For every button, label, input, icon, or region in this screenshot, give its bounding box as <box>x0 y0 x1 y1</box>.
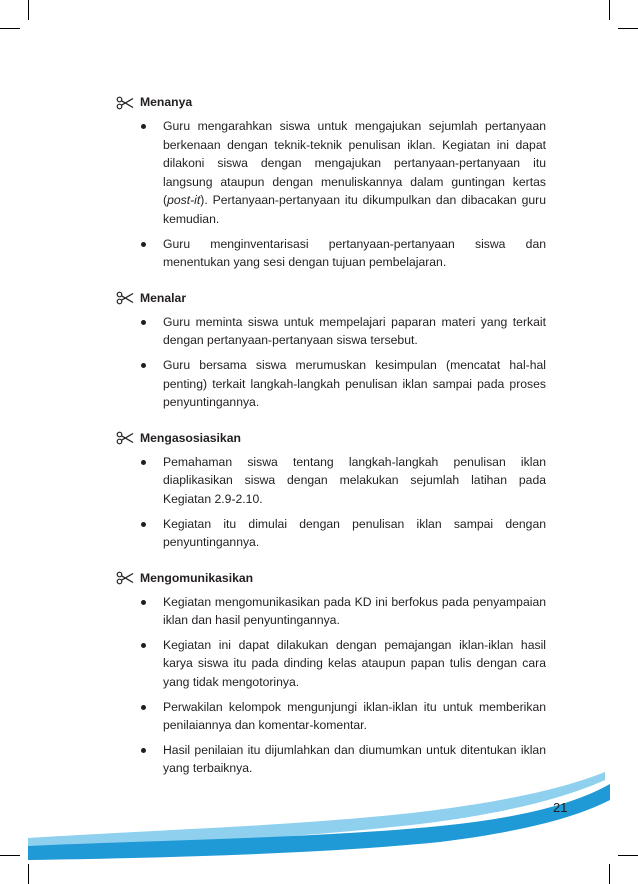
list-item-text: Guru meminta siswa untuk mempelajari paparan materi yang terkait dengan pertanyaan-pertanyaan siswa tersebut. <box>163 314 546 348</box>
bullet-icon <box>141 643 146 648</box>
list-item <box>116 117 546 229</box>
section-title: Mengasosiasikan <box>140 430 241 445</box>
list-item-text: Guru mengarahkan siswa untuk mengajukan sejumlah pertanyaan berkenaan dengan teknik-teknik penulisan iklan. Kegiatan ini dapat dilakoni siswa dengan mengajukan pertanyaan-pertanyaan itu langsung ataupun dengan menuliskannya dalam guntingan kertas (post-it). Pertanyaan-pertanyaan itu dikumpulkan dan dibacakan guru kemudian. <box>163 119 546 226</box>
list-item <box>116 515 546 552</box>
section-mengasosiasikan <box>116 429 546 552</box>
crop-mark <box>0 28 20 29</box>
crop-mark <box>609 864 610 884</box>
bullet-icon <box>141 460 146 465</box>
list-item-text: Perwakilan kelompok mengunjungi iklan-iklan itu untuk memberikan penilaiannya dan komentar-komentar. <box>163 699 546 733</box>
scissors-icon <box>116 96 134 110</box>
page-content <box>116 93 546 795</box>
section-heading <box>116 569 546 588</box>
bullet-icon <box>141 705 146 710</box>
section-heading <box>116 429 546 448</box>
bullet-list <box>116 117 546 272</box>
bullet-icon <box>141 320 146 325</box>
list-item <box>116 636 546 692</box>
crop-mark <box>28 0 29 20</box>
section-title: Mengomunikasikan <box>140 570 254 585</box>
bullet-list <box>116 313 546 412</box>
section-title: Menanya <box>140 95 193 110</box>
scissors-icon <box>116 291 134 305</box>
crop-mark <box>618 28 638 29</box>
section-mengomunikasikan <box>116 569 546 778</box>
list-item-text: Kegiatan mengomunikasikan pada KD ini berfokus pada penyampaian iklan dan hasil penyuntingannya. <box>163 594 546 628</box>
list-item <box>116 453 546 509</box>
page-number: 21 <box>553 800 568 815</box>
list-item-text: Pemahaman siswa tentang langkah-langkah penulisan iklan diaplikasikan siswa dengan melakukan sejumlah latihan pada Kegiatan 2.9-2.10. <box>163 454 546 506</box>
list-item-text: Kegiatan itu dimulai dengan penulisan iklan sampai dengan penyuntingannya. <box>163 516 546 550</box>
crop-mark <box>28 864 29 884</box>
list-item <box>116 235 546 272</box>
crop-mark <box>609 0 610 20</box>
scissors-icon <box>116 571 134 585</box>
list-item-text: Kegiatan ini dapat dilakukan dengan pemajangan iklan-iklan hasil karya siswa itu pada dinding kelas ataupun papan tulis dengan cara yang tidak mengotorinya. <box>163 637 546 690</box>
list-item <box>116 356 546 412</box>
bullet-icon <box>141 124 146 129</box>
bullet-icon <box>141 522 146 527</box>
list-item <box>116 593 546 630</box>
section-heading <box>116 93 546 112</box>
bullet-icon <box>141 600 146 605</box>
bullet-icon <box>141 363 146 368</box>
section-title: Menalar <box>140 290 187 305</box>
section-heading <box>116 289 546 308</box>
wave-footer-decoration <box>0 760 638 860</box>
section-menanya <box>116 93 546 272</box>
bullet-list <box>116 453 546 552</box>
bullet-icon <box>141 748 146 753</box>
bullet-list <box>116 593 546 778</box>
bullet-icon <box>141 242 146 247</box>
scissors-icon <box>116 431 134 445</box>
list-item-text: Guru bersama siswa merumuskan kesimpulan (mencatat hal-hal penting) terkait langkah-langkah penulisan iklan sampai pada proses penyuntingannya. <box>163 357 546 410</box>
list-item <box>116 313 546 350</box>
list-item-text: Hasil penilaian itu dijumlahkan dan diumumkan untuk ditentukan iklan yang terbaiknya. <box>163 742 546 776</box>
list-item <box>116 698 546 735</box>
list-item-text: Guru menginventarisasi pertanyaan-pertanyaan siswa dan menentukan yang sesi dengan tujuan pembelajaran. <box>163 236 546 270</box>
section-menalar <box>116 289 546 412</box>
